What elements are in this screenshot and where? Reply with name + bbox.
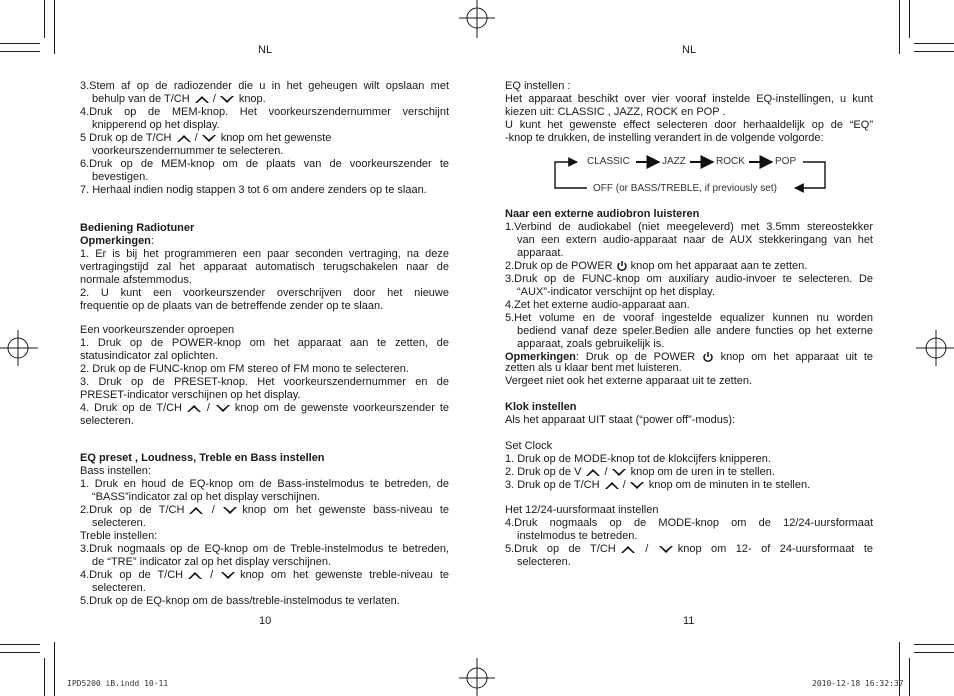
line-text: 4.Druk nogmaals op de MODE-knop om de 12/24-uursformaat — [505, 517, 873, 529]
separator: / — [204, 504, 223, 516]
line-text: “BASS”indicator zal op het display verschijnen. — [92, 491, 321, 503]
tch-buttons-icon — [585, 466, 626, 478]
notes-label: Opmerkingen — [80, 235, 151, 247]
separator: / — [201, 402, 215, 414]
text-line — [80, 337, 449, 350]
up-chevron-icon — [187, 571, 203, 580]
line-text: 4.Druk op de T/CH — [80, 569, 184, 581]
text-line — [505, 517, 873, 530]
down-chevron-icon — [629, 481, 645, 490]
separator: / — [209, 93, 219, 105]
aux-notes-pre: : Druk op de POWER — [575, 351, 696, 363]
up-chevron-icon — [186, 404, 202, 413]
separator: / — [601, 466, 611, 478]
page-header-right: NL — [682, 44, 697, 56]
up-chevron-icon — [176, 134, 192, 143]
registration-mark-icon — [457, 656, 497, 696]
radio-notes-label: Opmerkingen: — [80, 235, 154, 247]
line-text: -knop te drukken, de instelling verandert in de volgende volgorde: — [505, 132, 824, 144]
crop-mark-icon — [914, 644, 954, 645]
down-chevron-icon — [658, 545, 674, 554]
text-line — [505, 338, 873, 351]
tch-buttons-icon — [176, 132, 217, 144]
text-line — [80, 300, 449, 313]
page-number-right: 11 — [683, 615, 695, 627]
text-line — [505, 106, 873, 119]
down-chevron-icon — [222, 506, 238, 515]
line-text: U kunt het gewenste effect selecteren door herhaaldelijk op de “EQ” — [505, 119, 873, 131]
text-line — [80, 402, 449, 415]
crop-mark-icon — [0, 51, 40, 52]
text-line — [80, 274, 449, 287]
tch-buttons-icon — [188, 504, 238, 516]
line-text: 1.Verbind de audiokabel (niet meegeleverd) met 3.5mm stereostekker — [505, 221, 873, 233]
text-line — [505, 221, 873, 234]
line-text: 1. Druk op de POWER-knop om het apparaat aan te zetten, de — [80, 337, 449, 349]
line-text: 1. Er is bij het programmeren een paar seconden vertraging, na deze — [80, 248, 449, 260]
line-text: apparaat, zoals gebruikelijk is. — [517, 338, 665, 350]
line-text: knop om de gewenste voorkeurszender te — [234, 402, 450, 414]
line-text: 3. Druk op de PRESET-knop. Het voorkeurszendernummer en de — [80, 376, 449, 388]
left-page-column — [80, 0, 450, 627]
eq-settings-title: EQ instellen : — [505, 80, 571, 92]
down-chevron-icon — [201, 134, 217, 143]
line-text: 7. Herhaal indien nodig stappen 3 tot 6 om andere zenders op te slaan. — [80, 184, 427, 196]
line-text: 3. Druk op de T/CH — [505, 479, 600, 491]
line-text: apparaat. — [517, 247, 564, 259]
text-line — [80, 171, 449, 184]
text-line — [505, 132, 873, 145]
line-text: de “TRE” indicator zal op het display verschijnen. — [92, 556, 332, 568]
line-text: knop om het gewenste treble-niveau te — [240, 569, 449, 581]
text-line — [80, 543, 449, 556]
line-text: 4.Druk op de MEM-knop. Het voorkeurszendernummer verschijnt — [80, 106, 449, 118]
text-line — [80, 517, 449, 530]
line-text: 3.Druk op de FUNC-knop om auxiliary audio-invoer te selecteren. De — [505, 273, 873, 285]
text-line — [505, 260, 873, 273]
crop-mark-icon — [54, 0, 55, 54]
text-line — [505, 556, 873, 569]
flow-item-jazz: JAZZ — [662, 156, 686, 167]
crop-mark-icon — [914, 51, 954, 52]
line-text: voorkeurszendernummer te selecteren. — [92, 145, 284, 157]
text-line — [80, 465, 449, 478]
down-chevron-icon — [220, 571, 236, 580]
text-line — [80, 93, 449, 106]
line-text: knop om de uren in te stellen. — [630, 466, 775, 478]
crop-mark-icon — [914, 43, 954, 44]
down-chevron-icon — [611, 468, 627, 477]
separator: / — [619, 479, 629, 491]
line-text: knop om het gewenste — [220, 132, 332, 144]
line-text: frequentie op de plaats van de betreffende zender op te slaan. — [80, 300, 384, 312]
text-line — [80, 80, 449, 93]
line-text: 5.Druk op de EQ-knop om de bass/treble-instelmodus te verlaten. — [80, 595, 400, 607]
text-line — [80, 287, 449, 300]
text-line — [80, 595, 449, 608]
line-text: “AUX”-indicator verschijnt op het display. — [517, 286, 715, 298]
format-title: Het 12/24-uursformaat instellen — [505, 504, 659, 516]
text-line — [505, 119, 873, 132]
line-text: 2.Druk op de T/CH — [80, 504, 185, 516]
crop-mark-icon — [0, 652, 40, 653]
eq-preset-title: EQ preset , Loudness, Treble en Bass instellen — [80, 452, 325, 464]
text-line — [505, 543, 873, 556]
registration-mark-icon — [914, 328, 954, 368]
text-line — [505, 247, 873, 260]
footer-file-slug: IPD5200 iB.indd 10-11 — [67, 679, 169, 688]
text-line — [505, 234, 873, 247]
aux-title: Naar een externe audiobron luisteren — [505, 208, 700, 220]
crop-mark-icon — [914, 652, 954, 653]
tch-buttons-icon — [187, 569, 236, 581]
down-chevron-icon — [219, 95, 235, 104]
aux-notes-last: Vergeet niet ook het externe apparaat uit te zetten. — [505, 375, 753, 387]
registration-mark-icon — [457, 0, 497, 40]
text-line — [80, 350, 449, 363]
power-icon — [616, 260, 628, 272]
text-line — [80, 248, 449, 261]
text-line — [80, 363, 449, 376]
up-chevron-icon — [585, 468, 601, 477]
line-text: 5.Het volume en de vooraf ingestelde equalizer kunnen nu worden — [505, 312, 873, 324]
up-chevron-icon — [194, 95, 210, 104]
tch-buttons-icon — [604, 479, 645, 491]
text-line — [80, 184, 449, 197]
text-line — [505, 273, 873, 286]
page-header-left: NL — [258, 44, 273, 56]
flow-return-label: OFF (or BASS/TREBLE, if previously set) — [593, 183, 777, 194]
text-line — [80, 415, 449, 428]
crop-mark-icon — [899, 0, 900, 54]
line-text: knop. — [238, 93, 266, 105]
text-line — [80, 478, 449, 491]
crop-mark-icon — [909, 658, 910, 696]
text-line — [505, 93, 873, 106]
text-line — [80, 530, 449, 543]
clock-intro: Als het apparaat UIT staat (“power off”-modus): — [505, 414, 736, 426]
text-line — [505, 530, 873, 543]
crop-mark-icon — [0, 644, 40, 645]
line-text: 2. Druk op de FUNC-knop om FM stereo of FM mono te selecteren. — [80, 363, 409, 375]
flow-arrow — [795, 162, 825, 188]
text-line — [80, 145, 449, 158]
tch-buttons-icon — [194, 93, 235, 105]
line-text: van een extern audio-apparaat naar de AUX stekkeringang van het — [517, 234, 873, 246]
aux-notes-cont: zetten als u klaar bent met luisteren. — [505, 362, 682, 374]
text-line — [80, 132, 449, 145]
line-text: 3.Stem af op de radiozender die u in het geheugen wilt opslaan met — [80, 80, 449, 92]
crop-mark-icon — [44, 0, 45, 38]
line-text: selecteren. — [92, 517, 146, 529]
line-text: vertragingstijd zal het apparaat automatisch terugschakelen naar de — [80, 261, 449, 273]
line-text: selecteren. — [80, 415, 134, 427]
line-text: PRESET-indicator verschijnen op het display. — [80, 389, 301, 401]
page-number-left: 10 — [259, 615, 272, 627]
text-line — [80, 389, 449, 402]
crop-mark-icon — [0, 43, 40, 44]
line-text: bediend vanaf deze speler.Bedien alle andere functies op het externe — [517, 325, 873, 337]
text-line — [505, 312, 873, 325]
line-text: 2.Druk op de POWER — [505, 260, 613, 272]
text-line — [80, 106, 449, 119]
clock-title: Klok instellen — [505, 401, 577, 413]
separator: / — [635, 543, 658, 555]
line-text: 4.Zet het externe audio-apparaat aan. — [505, 299, 690, 311]
crop-mark-icon — [54, 642, 55, 696]
up-chevron-icon — [188, 506, 204, 515]
line-text: 5.Druk op de T/CH — [505, 543, 616, 555]
text-line — [80, 376, 449, 389]
separator: / — [191, 132, 201, 144]
line-text: behulp van de T/CH — [92, 93, 190, 105]
line-text: knop om het apparaat aan te zetten. — [630, 260, 808, 272]
up-chevron-icon — [620, 545, 636, 554]
text-line — [80, 491, 449, 504]
text-line — [505, 479, 873, 492]
line-text: Treble instellen: — [80, 530, 158, 542]
text-line — [505, 453, 873, 466]
line-text: kiezen uit: CLASSIC , JAZZ, ROCK en POP . — [505, 106, 726, 118]
flow-item-rock: ROCK — [716, 156, 745, 167]
radio-tuner-title: Bediening Radiotuner — [80, 222, 195, 234]
line-text: knop om de minuten in te stellen. — [648, 479, 811, 491]
tch-buttons-icon — [186, 402, 231, 414]
separator: / — [203, 569, 221, 581]
text-line — [80, 556, 449, 569]
text-line — [80, 569, 449, 582]
line-text: Het apparaat beschikt over vier vooraf instelde EQ-instellingen, u kunt — [505, 93, 873, 105]
recall-title: Een voorkeurszender oproepen — [80, 324, 235, 336]
line-text: knipperend op het display. — [92, 119, 220, 131]
notes-label: Opmerkingen — [505, 351, 576, 363]
text-line — [80, 158, 449, 171]
crop-mark-icon — [909, 0, 910, 38]
line-text: Bass instellen: — [80, 465, 151, 477]
text-line — [505, 325, 873, 338]
up-chevron-icon — [604, 481, 620, 490]
tch-buttons-icon — [620, 543, 674, 555]
line-text: knop om het gewenste bass-niveau te — [242, 504, 450, 516]
line-text: instelmodus te betreden. — [517, 530, 638, 542]
set-clock-title: Set Clock — [505, 440, 553, 452]
line-text: 6.Druk op de MEM-knop om de plaats van de voorkeurszender te — [80, 158, 449, 170]
right-page-column — [505, 0, 873, 627]
text-line — [80, 261, 449, 274]
flow-item-classic: CLASSIC — [587, 156, 630, 167]
text-line — [505, 299, 873, 312]
line-text: knop om 12- of 24-uursformaat te — [677, 543, 873, 555]
line-text: 4. Druk op de T/CH — [80, 402, 182, 414]
text-line — [80, 582, 449, 595]
footer-date-slug: 2010-12-18 16:32:37 — [812, 679, 904, 688]
text-line — [80, 504, 449, 517]
line-text: 2. Druk op de V — [505, 466, 582, 478]
line-text: statusindicator zal oplichten. — [80, 350, 219, 362]
flow-arrow — [555, 162, 587, 188]
text-line — [80, 119, 449, 132]
line-text: normale afstemmodus. — [80, 274, 192, 286]
line-text: 1. Druk op de MODE-knop tot de klokcijfers knipperen. — [505, 453, 771, 465]
aux-notes-post: knop om het apparaat uit te — [720, 351, 873, 363]
line-text: 1. Druk en houd de EQ-knop om de Bass-instelmodus te betreden, de — [80, 478, 449, 490]
line-text: selecteren. — [92, 582, 146, 594]
line-text: bevestigen. — [92, 171, 149, 183]
text-line — [505, 466, 873, 479]
registration-mark-icon — [0, 328, 40, 368]
down-chevron-icon — [215, 404, 231, 413]
line-text: 5 Druk op de T/CH — [80, 132, 172, 144]
line-text: 3.Druk nogmaals op de EQ-knop om de Treble-instelmodus te betreden, — [80, 543, 449, 555]
flow-item-pop: POP — [775, 156, 797, 167]
line-text: selecteren. — [517, 556, 571, 568]
crop-mark-icon — [44, 658, 45, 696]
text-line — [505, 286, 873, 299]
line-text: 2. U kunt een voorkeurszender overschrijven door het nieuwe — [80, 287, 449, 299]
